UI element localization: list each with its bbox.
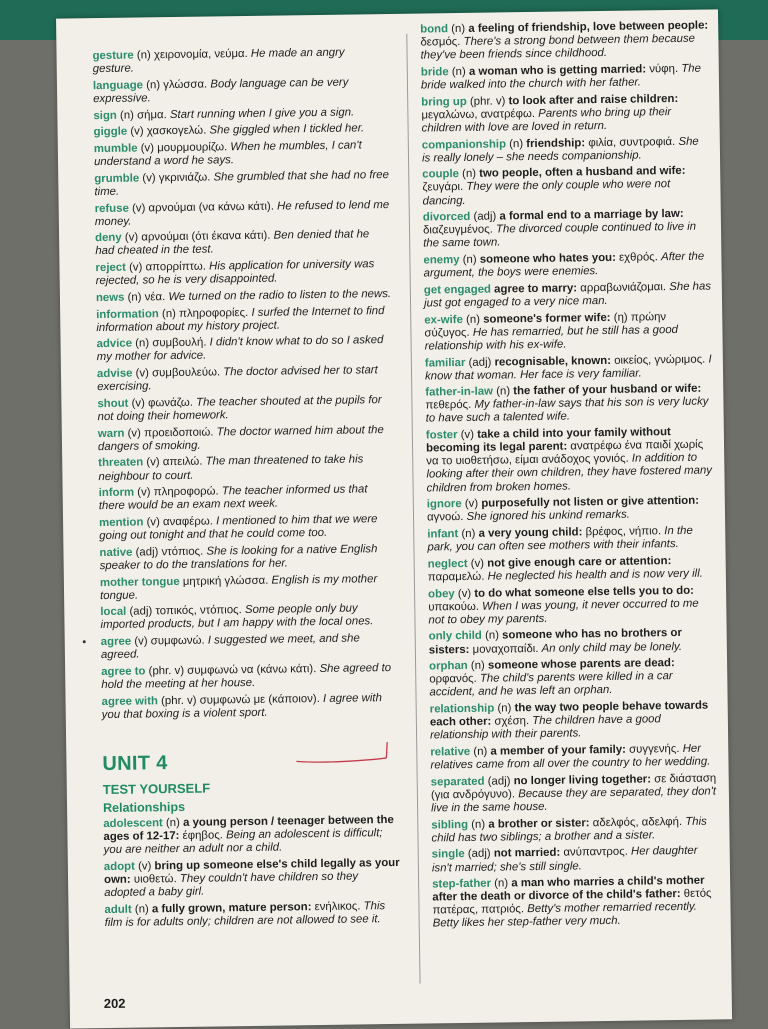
example-sentence: An only child may be lonely. xyxy=(542,640,683,654)
headword: get engaged xyxy=(424,283,491,296)
headword: relative xyxy=(430,746,470,759)
greek-translation: αγνοώ. xyxy=(427,511,467,524)
headword: infant xyxy=(427,528,458,540)
headword: ex-wife xyxy=(424,314,463,327)
vocab-entry xyxy=(93,106,389,123)
example-sentence: I mentioned to him that we were going out tonight and that he could come too. xyxy=(99,513,377,542)
example-sentence: They were the only couple who were not dancing. xyxy=(423,178,671,207)
greek-translation: πεθερός. xyxy=(425,399,474,412)
example-sentence: The bride walked into the church with her father. xyxy=(421,62,701,91)
headword: sibling xyxy=(431,819,468,832)
headword: foster xyxy=(426,429,458,441)
test-yourself-heading: TEST YOURSELF xyxy=(103,778,399,798)
greek-translation: χειρονομία, νεύμα. xyxy=(154,48,251,61)
part-of-speech: (v) xyxy=(135,860,155,872)
greek-translation: πληροφορίες. xyxy=(179,306,252,319)
part-of-speech: (n) xyxy=(448,23,468,35)
vocab-entry xyxy=(96,288,392,305)
example-sentence: Being an adolescent is difficult; you are neither an adult nor a child. xyxy=(104,827,383,856)
vocab-entry xyxy=(93,76,389,106)
unit-entry-list xyxy=(103,814,401,930)
part-of-speech: (v) xyxy=(134,487,154,499)
headword: language xyxy=(93,79,143,92)
vocab-entry xyxy=(104,900,400,930)
greek-translation: νύφη. xyxy=(649,63,681,75)
greek-translation: συμφωνώ με (κάποιον). xyxy=(200,693,323,707)
greek-translation: σε διάσταση (για ανδρόγυνο). xyxy=(431,772,716,801)
part-of-speech: (n) xyxy=(458,528,478,540)
headword: warn xyxy=(98,427,125,439)
pen-dot xyxy=(83,640,86,643)
greek-translation: αρνούμαι (να κάνω κάτι). xyxy=(148,200,277,214)
vocab-entry xyxy=(101,662,397,692)
example-sentence: Parents who bring up their children with love are loved in return. xyxy=(422,106,672,135)
definition: a very young child: xyxy=(478,526,585,539)
vocab-entry xyxy=(101,632,397,662)
vocab-entry xyxy=(421,62,709,92)
vocab-entry xyxy=(99,543,395,573)
greek-translation: συμφωνώ. xyxy=(151,635,208,648)
headword: giggle xyxy=(94,126,128,138)
vocab-entry xyxy=(99,483,395,513)
example-sentence: I didn't know what to do so I asked my mother for advice. xyxy=(97,334,384,363)
headword: grumble xyxy=(94,172,139,185)
definition: a young person / teenager between the ages of 12-17: xyxy=(103,814,394,843)
vocab-entry xyxy=(427,524,715,554)
greek-translation: μουρμουρίζω. xyxy=(157,141,230,154)
part-of-speech: (v) xyxy=(131,635,151,647)
column-divider xyxy=(406,34,420,984)
greek-translation: συμβουλή. xyxy=(152,337,209,350)
part-of-speech: (v) xyxy=(139,172,159,184)
headword: relationship xyxy=(430,703,495,716)
greek-translation: γκρινιάζω. xyxy=(159,171,214,184)
part-of-speech: (phr. v) xyxy=(467,95,509,108)
definition: to do what someone else tells you to do: xyxy=(474,584,694,599)
definition: agree to marry: xyxy=(494,282,580,295)
headword: step-father xyxy=(432,878,491,891)
part-of-speech: (adj) xyxy=(126,606,155,618)
greek-translation: υπακούω. xyxy=(428,600,482,613)
greek-translation: απειλώ. xyxy=(163,456,206,469)
vocab-entry xyxy=(94,122,390,139)
part-of-speech: (n) xyxy=(449,66,469,78)
greek-translation: πληροφορώ. xyxy=(154,486,222,499)
vocab-entry xyxy=(95,198,391,228)
example-sentence: The man threatened to take his neighbour to court. xyxy=(98,454,363,483)
category-heading: Relationships xyxy=(103,797,399,816)
example-sentence: The doctor warned him about the dangers of smoking. xyxy=(98,424,384,453)
headword: adult xyxy=(104,903,131,915)
headword: companionship xyxy=(422,138,506,151)
example-sentence: I know that woman. Her face is very familiar. xyxy=(425,353,712,382)
example-sentence: In addition to looking after their own children, they have fostered many children from broken homes. xyxy=(426,452,712,494)
vocab-entry xyxy=(97,394,393,424)
example-sentence: She has just got engaged to a very nice man. xyxy=(424,280,711,309)
part-of-speech: (v) xyxy=(455,587,475,599)
example-sentence: She ignored his unkind remarks. xyxy=(466,509,630,523)
part-of-speech: (adj) xyxy=(484,775,513,787)
vocab-entry xyxy=(100,572,396,602)
headword: adolescent xyxy=(103,817,163,830)
greek-translation: σήμα. xyxy=(137,109,170,121)
part-of-speech: (v) xyxy=(126,261,146,273)
definition: purposefully not listen or give attention: xyxy=(481,495,699,510)
part-of-speech: (v) xyxy=(129,202,149,214)
definition: to look after and raise children: xyxy=(508,93,678,107)
vocab-entry xyxy=(95,258,391,288)
greek-translation: προειδοποιώ. xyxy=(144,426,217,439)
vocab-entry xyxy=(430,742,718,772)
definition: the way two people behave towards each other: xyxy=(430,700,708,729)
greek-translation: αρνούμαι (ότι έκανα κάτι). xyxy=(141,230,273,244)
definition: friendship: xyxy=(526,137,588,150)
vocab-entry xyxy=(420,20,709,63)
part-of-speech: (phr. v) xyxy=(145,665,187,678)
headword: local xyxy=(100,606,126,618)
part-of-speech: (v) xyxy=(124,427,144,439)
part-of-speech: (v) xyxy=(122,232,142,244)
example-sentence: The child's parents were killed in a car accident, and he was left an orphan. xyxy=(429,670,672,698)
part-of-speech: (v) xyxy=(143,457,163,469)
vocab-entry xyxy=(98,453,394,483)
definition: someone's former wife: xyxy=(483,311,614,325)
part-of-speech: (phr. v) xyxy=(158,694,200,707)
definition: recognisable, known: xyxy=(494,354,614,368)
left-entry-list xyxy=(92,46,397,722)
headword: couple xyxy=(422,168,459,181)
headword: familiar xyxy=(425,356,466,369)
definition: not give enough care or attention: xyxy=(487,555,671,570)
part-of-speech: (adj) xyxy=(465,356,494,368)
example-sentence: She agreed to hold the meeting at her house. xyxy=(101,662,391,691)
part-of-speech: (n) xyxy=(494,702,514,714)
example-sentence: Her relatives came from all over the country to her wedding. xyxy=(430,743,710,772)
headword: ignore xyxy=(427,498,462,510)
example-sentence: He refused to lend me money. xyxy=(95,198,389,227)
definition: bring up someone else's child legally as your own: xyxy=(104,857,400,886)
part-of-speech: (n) xyxy=(482,630,502,642)
example-sentence: When he mumbles, I can't understand a word he says. xyxy=(94,139,362,168)
definition: a feeling of friendship, love between people: xyxy=(468,20,708,35)
greek-translation: χασκογελώ. xyxy=(147,125,210,138)
greek-translation: συμφωνώ να (κάνω κάτι). xyxy=(187,663,319,677)
vocab-entry xyxy=(94,139,390,169)
greek-translation: εχθρός. xyxy=(619,251,661,264)
vocab-entry xyxy=(428,584,717,627)
right-entry-list xyxy=(420,20,721,931)
example-sentence: After the argument, the boys were enemies. xyxy=(424,251,705,280)
vocab-entry xyxy=(425,353,713,383)
headword: agree to xyxy=(101,665,145,678)
part-of-speech: (n) xyxy=(117,109,137,121)
example-sentence: Start running when I give you a sign. xyxy=(170,106,354,121)
headword: agree with xyxy=(101,695,158,708)
headword: mention xyxy=(99,516,143,529)
part-of-speech: (n) xyxy=(493,386,513,398)
definition: no longer living together: xyxy=(514,773,655,787)
headword: bond xyxy=(420,23,448,35)
example-sentence: She is really lonely – she needs companionship. xyxy=(422,135,699,164)
definition: not married: xyxy=(494,847,564,860)
headword: refuse xyxy=(95,202,129,214)
definition: a woman who is getting married: xyxy=(469,63,650,78)
headword: father-in-law xyxy=(425,386,493,399)
part-of-speech: (n) xyxy=(459,254,479,266)
part-of-speech: (n) xyxy=(134,49,154,61)
vocab-entry xyxy=(99,513,395,543)
vocab-entry xyxy=(422,165,711,208)
headword: shout xyxy=(97,398,128,410)
greek-translation: αδελφός, αδελφή. xyxy=(593,816,686,829)
greek-translation: μεγαλώνω, ανατρέφω. xyxy=(421,108,538,122)
vocab-entry xyxy=(92,46,388,76)
right-column xyxy=(420,20,721,935)
example-sentence: Her daughter isn't married; she's still single. xyxy=(432,845,698,874)
headword: divorced xyxy=(423,211,471,224)
vocab-entry xyxy=(104,857,401,900)
greek-translation: θετός πατέρας, πατριός. xyxy=(432,888,711,917)
example-sentence: When I was young, it never occurred to me not to obey my parents. xyxy=(428,597,698,626)
example-sentence: He neglected his health and is now very ill. xyxy=(488,568,703,583)
part-of-speech: (n) xyxy=(132,338,152,350)
headword: mother tongue xyxy=(100,576,180,589)
greek-translation: συμβουλεύω. xyxy=(152,366,223,379)
part-of-speech: (n) xyxy=(163,817,183,829)
example-sentence: There's a strong bond between them because they've been friends since childhood. xyxy=(421,33,696,62)
example-sentence: We turned on the radio to listen to the news. xyxy=(168,288,391,303)
greek-translation: ζευγάρι. xyxy=(422,181,466,194)
greek-translation: αρραβωνιάζομαι. xyxy=(580,281,669,294)
vocab-entry xyxy=(101,692,397,722)
part-of-speech: (v) xyxy=(127,126,147,138)
example-sentence: Because they are separated, they don't live in the same house. xyxy=(431,785,716,814)
definition: take a child into your family without becoming its legal parent: xyxy=(426,426,671,455)
part-of-speech: (v) xyxy=(143,516,163,528)
example-sentence: This film is for adults only; children are not allowed to see it. xyxy=(105,900,386,929)
greek-translation: τοπικός, ντόπιος. xyxy=(155,604,245,617)
greek-translation: σχέση. xyxy=(494,715,532,728)
greek-translation: δεσμός. xyxy=(420,36,463,49)
part-of-speech: (adj) xyxy=(465,848,494,860)
vocab-entry xyxy=(103,814,400,857)
headword: information xyxy=(96,308,159,321)
greek-translation: ανύπαντρος. xyxy=(563,846,631,859)
example-sentence: The teacher informed us that there would be an exam next week. xyxy=(99,484,368,513)
vocab-entry xyxy=(427,495,715,525)
headword: obey xyxy=(428,588,455,600)
part-of-speech: (n) xyxy=(124,291,144,303)
part-of-speech: (n) xyxy=(506,138,526,150)
headword: separated xyxy=(431,775,485,788)
example-sentence: Betty's mother remarried recently. Betty likes her step-father very much. xyxy=(433,901,697,930)
vocab-entry xyxy=(97,334,393,364)
part-of-speech: (n) xyxy=(468,818,488,830)
headword: gesture xyxy=(92,50,133,63)
headword: native xyxy=(99,546,132,558)
definition: someone who has no brothers or sisters: xyxy=(429,627,682,656)
definition: someone who hates you: xyxy=(480,252,619,266)
greek-translation: οικείος, γνώριμος. xyxy=(614,353,709,366)
part-of-speech: (n) xyxy=(159,307,179,319)
greek-translation: νέα. xyxy=(145,291,169,303)
greek-translation: μοναχοπαίδι. xyxy=(472,642,541,655)
greek-translation: φιλία, συντροφιά. xyxy=(588,135,678,148)
example-sentence: This child has two siblings; a brother and a sister. xyxy=(431,815,706,844)
vocab-entry xyxy=(95,228,391,258)
headword: advice xyxy=(97,338,133,350)
vocab-entry xyxy=(423,251,711,281)
vocab-entry xyxy=(421,92,710,135)
vocab-entry xyxy=(426,426,715,495)
example-sentence: In the park, you can often see mothers with their infants. xyxy=(427,525,692,554)
example-sentence: He has remarried, but he still has a good relationship with his ex-wife. xyxy=(425,324,678,353)
part-of-speech: (n) xyxy=(132,903,152,915)
vocab-entry xyxy=(98,424,394,454)
headword: only child xyxy=(429,630,482,643)
headword: enemy xyxy=(423,254,459,267)
part-of-speech: (adj) xyxy=(132,546,161,558)
part-of-speech: (v) xyxy=(137,142,157,154)
part-of-speech: (v) xyxy=(467,557,487,569)
definition: a formal end to a marriage by law: xyxy=(499,208,683,223)
greek-translation: ντόπιος. xyxy=(161,545,206,558)
vocab-entry xyxy=(429,627,717,657)
part-of-speech: (n) xyxy=(459,168,479,180)
greek-translation: ενήλικος. xyxy=(315,900,364,913)
definition: someone whose parents are dead: xyxy=(488,657,675,672)
headword: inform xyxy=(99,487,135,499)
greek-translation: υιοθετώ. xyxy=(134,873,180,886)
example-sentence: English is my mother tongue. xyxy=(100,573,377,602)
example-sentence: The doctor advised her to start exercising. xyxy=(97,364,378,393)
part-of-speech: (n) xyxy=(143,79,163,91)
left-column xyxy=(92,46,400,933)
definition: a brother or sister: xyxy=(488,817,593,830)
example-sentence: Body language can be very expressive. xyxy=(93,76,348,105)
vocab-entry xyxy=(431,772,720,815)
vocab-entry xyxy=(97,364,393,394)
example-sentence: My father-in-law says that his son is very lucky to have such a talented wife. xyxy=(426,396,709,425)
headword: reject xyxy=(95,262,126,274)
vocab-entry xyxy=(428,554,716,584)
example-sentence: His application for university was rejected, so he is very disappointed. xyxy=(96,258,375,287)
definition: a man who marries a child's mother after the death or divorce of the child's father: xyxy=(432,875,704,904)
vocab-entry xyxy=(432,845,720,875)
greek-translation: μητρική γλώσσα. xyxy=(183,574,272,587)
definition: two people, often a husband and wife: xyxy=(479,165,685,180)
vocab-entry xyxy=(422,135,710,165)
part-of-speech: (n) xyxy=(468,660,488,672)
example-sentence: The children have a good relationship with their parents. xyxy=(430,713,661,741)
vocab-entry xyxy=(423,208,712,251)
headword: sign xyxy=(93,109,117,121)
example-sentence: I suggested we meet, and she agreed. xyxy=(101,633,360,662)
greek-translation: απορρίπτω. xyxy=(145,261,209,274)
part-of-speech: (v) xyxy=(457,429,477,441)
headword: neglect xyxy=(428,558,468,571)
example-sentence: She grumbled that she had no free time. xyxy=(94,169,389,198)
example-sentence: They couldn't have children so they adopted a baby girl. xyxy=(104,870,358,899)
headword: mumble xyxy=(94,142,138,155)
vocab-entry xyxy=(100,602,396,632)
example-sentence: The teacher shouted at the pupils for not doing their homework. xyxy=(98,394,382,423)
example-sentence: Ben denied that he had cheated in the test. xyxy=(95,229,369,258)
greek-translation: συγγενής. xyxy=(629,743,683,756)
greek-translation: αναφέρω. xyxy=(163,515,216,528)
example-sentence: The divorced couple continued to live in the same town. xyxy=(423,221,696,250)
part-of-speech: (adj) xyxy=(470,211,499,223)
greek-translation: παραμελώ. xyxy=(428,571,488,584)
vocab-entry xyxy=(431,815,719,845)
headword: threaten xyxy=(98,457,143,470)
vocab-entry xyxy=(430,700,719,743)
part-of-speech: (v) xyxy=(128,397,148,409)
headword: orphan xyxy=(429,660,468,673)
part-of-speech: (v) xyxy=(132,367,152,379)
example-sentence: I surfed the Internet to find information about my history project. xyxy=(96,305,384,334)
example-sentence: She is looking for a native English speaker to do the translations for her. xyxy=(100,543,378,572)
headword: adopt xyxy=(104,860,135,872)
vocab-entry xyxy=(424,310,713,353)
vocab-entry xyxy=(96,304,392,334)
headword: news xyxy=(96,292,125,304)
example-sentence: She giggled when I tickled her. xyxy=(209,123,364,137)
vocab-entry xyxy=(425,383,714,426)
greek-translation: (η) πρώην σύζυγος. xyxy=(424,311,666,339)
greek-translation: έφηβος. xyxy=(183,829,227,842)
headword: single xyxy=(432,848,465,860)
headword: advise xyxy=(97,368,133,380)
part-of-speech: (v) xyxy=(462,498,482,510)
greek-translation: γλώσσα. xyxy=(163,78,210,91)
headword: deny xyxy=(95,232,122,244)
definition: a member of your family: xyxy=(490,744,629,758)
part-of-speech: (n) xyxy=(470,746,490,758)
page-number: 202 xyxy=(104,996,126,1011)
greek-translation: ανατρέφω ένα παιδί χωρίς να το υιοθετήσω, είμαι ανάδοχος γονιός. xyxy=(426,439,703,468)
headword: bride xyxy=(421,66,449,78)
greek-translation: φωνάζω. xyxy=(148,397,196,410)
vocab-entry xyxy=(94,169,390,199)
vocab-entry xyxy=(429,657,718,700)
part-of-speech: (n) xyxy=(491,878,511,890)
handwritten-check-mark xyxy=(292,730,392,767)
greek-translation: βρέφος, νήπιο. xyxy=(585,525,664,538)
headword: bring up xyxy=(421,96,467,109)
example-sentence: I agree with you that boxing is a violent sport. xyxy=(102,692,382,721)
definition: the father of your husband or wife: xyxy=(513,383,701,398)
vocab-entry xyxy=(432,875,721,931)
greek-translation: ορφανός. xyxy=(429,673,480,686)
example-sentence: He made an angry gesture. xyxy=(93,47,345,76)
book-page xyxy=(56,9,732,1028)
headword: agree xyxy=(101,636,132,648)
vocab-entry xyxy=(424,280,712,310)
greek-translation: διαζευγμένος. xyxy=(423,224,496,237)
unit-title: UNIT 4 xyxy=(102,748,398,776)
definition: a fully grown, mature person: xyxy=(152,901,315,915)
part-of-speech: (n) xyxy=(463,313,483,325)
example-sentence: Some people only buy imported products, but I am happy with the local ones. xyxy=(100,603,373,632)
